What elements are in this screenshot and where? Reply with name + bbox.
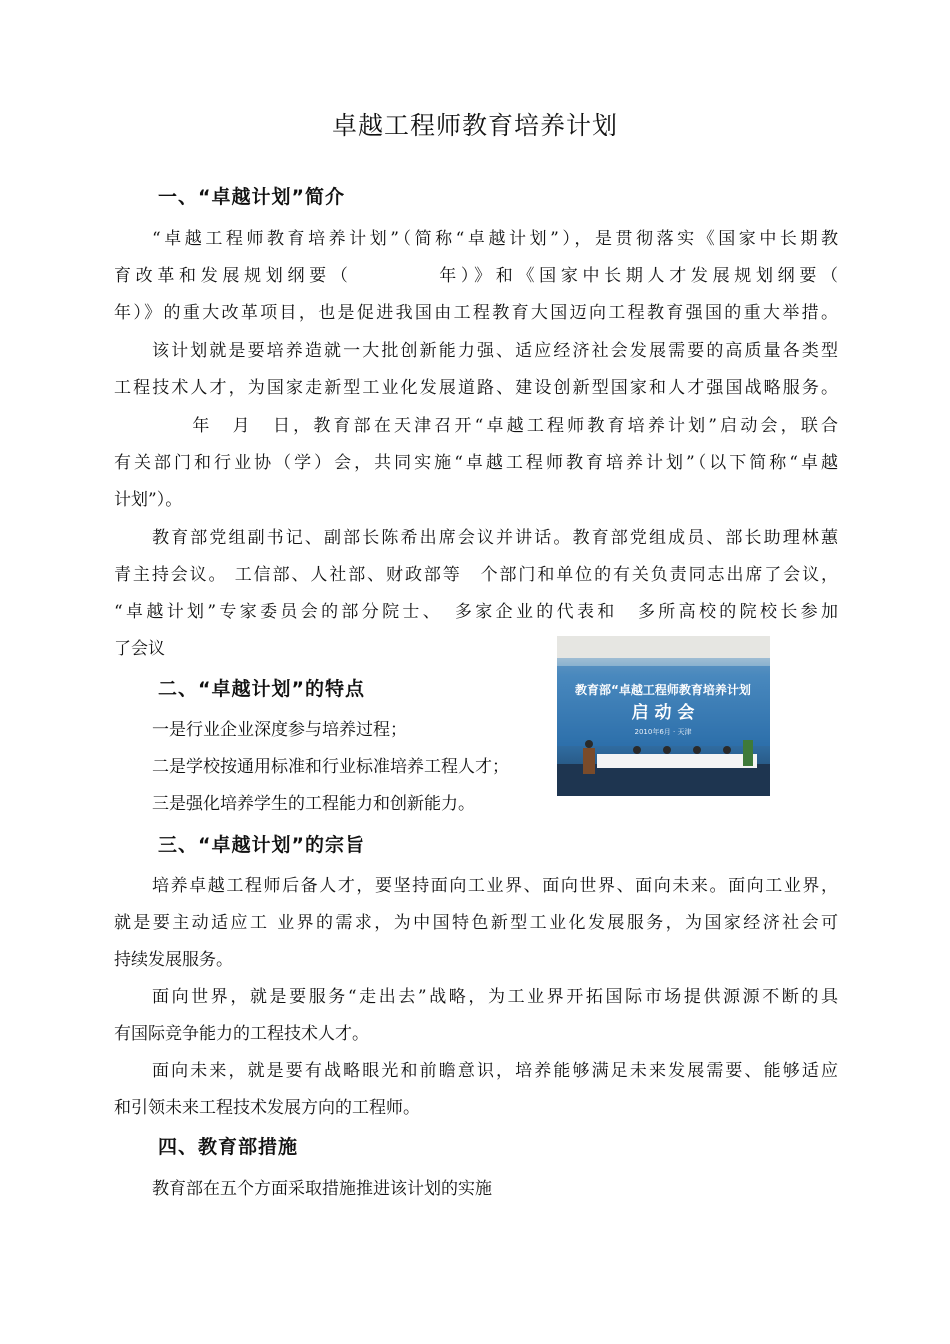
paragraph-line: 育改革和发展规划纲要（ 年）》和《国家中长期人才发展规划纲要（ bbox=[114, 266, 838, 286]
section-heading-intro: 一、“卓越计划”简介 bbox=[158, 186, 345, 208]
section-heading-measures: 四、教育部措施 bbox=[158, 1136, 299, 1158]
list-item: 二是学校按通用标准和行业标准培养工程人才； bbox=[152, 757, 509, 777]
paragraph-line: 有国际竞争能力的工程技术人才。 bbox=[114, 1024, 369, 1044]
section-heading-features: 二、“卓越计划”的特点 bbox=[158, 678, 365, 700]
paragraph-line: 有关部门和行业协（学）会，共同实施“卓越工程师教育培养计划”（以下简称“卓越 bbox=[114, 453, 838, 473]
paragraph-line: 年）》的重大改革项目，也是促进我国由工程教育大国迈向工程教育强国的重大举措。 bbox=[114, 303, 838, 323]
paragraph-line: “卓越计划”专家委员会的部分院士、 多家企业的代表和 多所高校的院校长参加 bbox=[114, 602, 838, 622]
paragraph-line: 教育部党组副书记、副部长陈希出席会议并讲话。教育部党组成员、部长助理林蕙 bbox=[152, 528, 838, 548]
paragraph-line: 年 月 日，教育部在天津召开“卓越工程师教育培养计划”启动会，联合 bbox=[152, 416, 838, 436]
paragraph-line: 教育部在五个方面采取措施推进该计划的实施 bbox=[152, 1179, 492, 1199]
paragraph-line: 面向世界，就是要服务“走出去”战略，为工业界开拓国际市场提供源源不断的具 bbox=[152, 987, 838, 1007]
paragraph-line: 了会议 bbox=[114, 639, 165, 659]
paragraph-line: 培养卓越工程师后备人才，要坚持面向工业界、面向世界、面向未来。面向工业界， bbox=[152, 876, 838, 896]
banner-line-2: 启 动 会 bbox=[631, 703, 695, 723]
list-item: 三是强化培养学生的工程能力和创新能力。 bbox=[152, 794, 475, 814]
paragraph-line: “卓越工程师教育培养计划”（简称“卓越计划”），是贯彻落实《国家中长期教 bbox=[152, 229, 838, 249]
paragraph-line: 和引领未来工程技术发展方向的工程师。 bbox=[114, 1098, 420, 1118]
paragraph-line: 计划”）。 bbox=[114, 490, 183, 510]
paragraph-line: 青主持会议。 工信部、人社部、财政部等 个部门和单位的有关负责同志出席了会议， bbox=[114, 565, 838, 585]
banner-line-3: 2010年6月 · 天津 bbox=[634, 728, 692, 736]
paragraph-line: 持续发展服务。 bbox=[114, 950, 233, 970]
paragraph-line: 工程技术人才，为国家走新型工业化发展道路、建设创新型国家和人才强国战略服务。 bbox=[114, 378, 838, 398]
paragraph-line: 该计划就是要培养造就一大批创新能力强、适应经济社会发展需要的高质量各类型 bbox=[152, 341, 838, 361]
document-title: 卓越工程师教育培养计划 bbox=[331, 111, 618, 140]
launch-meeting-photo bbox=[557, 636, 770, 796]
paragraph-line: 面向未来，就是要有战略眼光和前瞻意识，培养能够满足未来发展需要、能够适应 bbox=[152, 1061, 838, 1081]
banner-line-1: 教育部“卓越工程师教育培养计划 bbox=[575, 683, 751, 697]
list-item: 一是行业企业深度参与培养过程； bbox=[152, 720, 407, 740]
photo-illustration bbox=[557, 636, 770, 796]
paragraph-line: 就是要主动适应工 业界的需求，为中国特色新型工业化发展服务，为国家经济社会可 bbox=[114, 913, 838, 933]
section-heading-purpose: 三、“卓越计划”的宗旨 bbox=[158, 834, 365, 856]
